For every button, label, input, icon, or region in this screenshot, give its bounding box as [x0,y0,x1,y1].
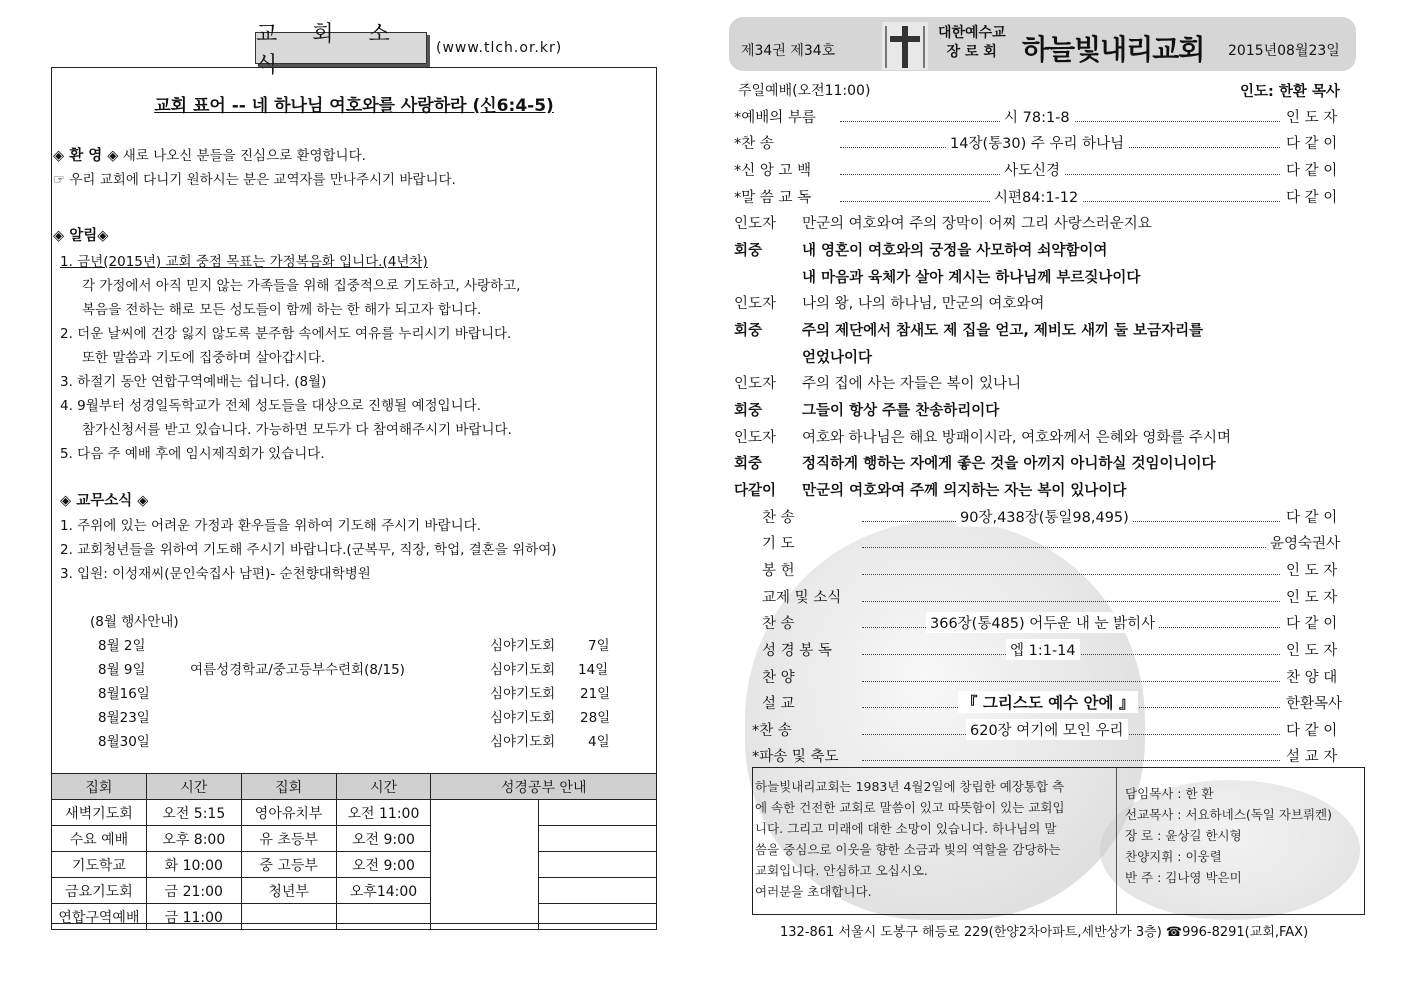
order-who: 한환목사 [1286,696,1343,712]
office-item: 3. 입원: 이성재씨(문인숙집사 남편)- 순천향대학병원 [60,566,371,582]
table-cell: 오전 5:15 [146,800,241,826]
staff-item: 담임목사 : 한 환 [1125,786,1214,801]
church-intro: 하늘빛내리교회는 1983년 4월2일에 창립한 예장통합 측 에 속한 건전한 교회로 말씀이 있고 따뜻함이 있는 교회입 니다. 그리고 미래에 대한 소망이 있습니다. 하나님의 말 씀을 중심으로 이웃을 향한 소금과 빛의 역할을 감당하는 교회입니다. 안심하고 오십시오. 여러분을 초대합니다. [755,779,1065,899]
bible-study-cell [539,878,657,904]
schedule-table [51,773,657,930]
event-prayer: 심야기도회 [490,734,556,750]
reading-role: 인도자 [734,376,777,392]
order-content: 14장(통30) 주 우리 하나님 [946,132,1128,153]
order-content: 사도신경 [1000,159,1064,180]
order-who: 다 같 이 [1286,163,1338,179]
reading-role: 회중 [734,456,763,472]
table-cell: 새벽기도회 [52,800,147,826]
table-row [52,800,657,826]
table-cell [336,904,431,930]
table-cell: 금요기도회 [52,878,147,904]
notice-item: 5. 다음 주 예배 후에 임시제직회가 있습니다. [60,446,325,462]
table-cell: 오전 9:00 [336,826,431,852]
bible-study-cell [539,800,657,826]
table-cell: 화 10:00 [146,852,241,878]
staff-item: 찬양지휘 : 이웅렬 [1125,849,1222,864]
events-heading: (8월 행사안내) [90,614,179,630]
event-prayer: 심야기도회 [490,686,556,702]
staff-item: 장 로 : 윤상길 한시형 [1125,828,1242,843]
denomination: 대한예수교 장 로 회 [938,25,1006,60]
notice-heading: ◈ 알림◈ [53,228,109,244]
order-item: 기 도 [762,536,795,552]
reading-text: 정직하게 행하는 자에게 좋은 것을 아끼지 아니하실 것임이니이다 [802,456,1216,472]
order-item: *파송 및 축도 [752,749,839,765]
column-header: 시간 [336,774,431,800]
order-content: 620장 여기에 모인 우리 [966,719,1128,740]
order-item: 찬 양 [762,670,795,686]
event-prayer: 심야기도회 [490,638,556,654]
reading-text: 만군의 여호와여 주께 의지하는 자는 복이 있나이다 [802,483,1127,499]
reading-text: 여호와 하나님은 해요 방패이시라, 여호와께서 은혜와 영화를 주시며 [802,430,1232,446]
table-cell: 기도학교 [52,852,147,878]
reading-role: 인도자 [734,296,777,312]
reading-text: 얻었나이다 [802,350,873,366]
reading-role: 다같이 [734,483,777,499]
table-row [52,904,657,930]
column-header: 집회 [241,774,336,800]
order-who: 찬 양 대 [1286,670,1338,686]
office-item: 2. 교회청년들을 위하여 기도해 주시기 바랍니다.(군복무, 직장, 학업, 결혼을 위하여) [60,542,557,558]
volume-number: 제34권 제34호 [741,43,836,59]
reading-role: 인도자 [734,430,777,446]
church-motto: 교회 표어 -- 네 하나님 여호와를 사랑하라 (신6:4-5) [154,96,554,116]
order-who: 윤영숙권사 [1270,536,1341,552]
table-row [52,852,657,878]
reading-text: 주의 제단에서 참새도 제 집을 얻고, 제비도 새끼 둘 보금자리를 [802,323,1204,339]
table-cell: 오후 8:00 [146,826,241,852]
order-content: 90장,438장(통일98,495) [956,506,1133,527]
order-who: 다 같 이 [1286,136,1338,152]
welcome-heading: ◈ 환 영 ◈ [53,148,119,164]
event-number: 4일 [588,734,610,750]
welcome-note: ☞ 우리 교회에 다니기 원하시는 분은 교역자를 만나주시기 바랍니다. [53,172,456,188]
event-prayer: 심야기도회 [490,662,556,678]
event-name: 여름성경학교/중고등부수련회(8/15) [190,662,405,678]
bible-study-cell [431,800,539,930]
order-content: 366장(통485) 어두운 내 눈 밝히사 [926,612,1159,633]
order-item: 봉 헌 [762,563,795,579]
table-cell: 청년부 [241,878,336,904]
table-cell: 오후14:00 [336,878,431,904]
reading-role: 회중 [734,323,763,339]
event-date: 8월16일 [98,686,150,702]
table-cell: 금 11:00 [146,904,241,930]
table-cell: 오전 9:00 [336,852,431,878]
order-item: *찬 송 [752,723,792,739]
event-number: 21일 [580,686,611,702]
reading-role: 회중 [734,243,763,259]
event-number: 7일 [588,638,610,654]
staff-list [1125,783,1332,888]
notice-item: 또한 말씀과 기도에 집중하며 살아갑시다. [82,350,326,366]
welcome-section [53,144,366,165]
order-item: 성 경 봉 독 [762,643,832,659]
event-date: 8월 2일 [98,638,146,654]
column-header: 시간 [146,774,241,800]
table-cell [241,904,336,930]
column-header: 집회 [52,774,147,800]
event-date: 8월30일 [98,734,150,750]
office-item: 1. 주위에 있는 어려운 가정과 환우들을 위하여 기도해 주시기 바랍니다. [60,518,481,534]
info-divider [1116,768,1117,914]
event-prayer: 심야기도회 [490,710,556,726]
table-header-row [52,774,657,800]
order-content: 시 78:1-8 [1000,106,1074,127]
website-url[interactable]: (www.tlch.or.kr) [436,40,563,56]
order-who: 인 도 자 [1286,110,1338,126]
office-heading: ◈ 교무소식 ◈ [60,493,149,509]
notice-item: 복음을 전하는 해로 모든 성도들이 함께 하는 한 해가 되고자 합니다. [82,302,482,318]
reading-text: 그들이 항상 주를 찬송하리이다 [802,403,1000,419]
order-content: 시편84:1-12 [990,186,1082,207]
page-title-church-news: 교 회 소 식 [255,32,427,64]
order-item: 교제 및 소식 [762,590,842,606]
reading-text: 주의 집에 사는 자들은 복이 있나니 [802,376,1022,392]
table-cell: 중 고등부 [241,852,336,878]
notice-item: 4. 9월부터 성경일독학교가 전체 성도들을 대상으로 진행될 예정입니다. [60,398,481,414]
staff-item: 반 주 : 김나영 박은미 [1125,870,1242,885]
order-who: 다 같 이 [1286,190,1338,206]
event-date: 8월 9일 [98,662,146,678]
notice-item: 2. 더운 날씨에 건강 잃지 않도록 분주함 속에서도 여유를 누리시기 바랍니다. [60,326,512,342]
table-row [52,826,657,852]
staff-item: 선교목사 : 서요하네스(독일 자브뤼켄) [1125,807,1333,822]
cross-logo-icon [882,22,928,70]
bible-study-cell [539,852,657,878]
table-cell: 유 초등부 [241,826,336,852]
bulletin-date: 2015년08월23일 [1228,43,1340,59]
bible-study-cell [539,904,657,930]
reading-text: 만군의 여호와여 주의 장막이 어찌 그리 사랑스러운지요 [802,216,1152,232]
column-header: 성경공부 안내 [431,774,657,800]
notice-item: 1. 금년(2015년) 교회 중점 목표는 가정복음화 입니다.(4년차) [60,254,428,270]
event-date: 8월23일 [98,710,150,726]
order-who: 인 도 자 [1286,590,1338,606]
order-item: *찬 송 [734,136,774,152]
order-who: 인 도 자 [1286,563,1338,579]
event-number: 14일 [578,662,609,678]
notice-item: 각 가정에서 아직 믿지 않는 가족들을 위해 집중적으로 기도하고, 사랑하고, [82,278,521,294]
order-item: *예배의 부름 [734,110,816,126]
order-who: 다 같 이 [1286,616,1338,632]
reading-text: 내 영혼이 여호와의 궁정을 사모하여 쇠약함이여 [802,243,1108,259]
sermon-title: 『 그리스도 예수 안에 』 [958,691,1138,713]
event-number: 28일 [580,710,611,726]
reading-role: 인도자 [734,216,777,232]
church-address: 132-861 서울시 도봉구 해등로 229(한양2차아파트,세반상가 3층) ☎996-8291(교회,FAX) [780,925,1309,940]
order-item: 찬 송 [762,616,795,632]
service-leader: 인도: 한환 목사 [1240,84,1340,100]
table-cell: 연합구역예배 [52,904,147,930]
order-who: 다 같 이 [1286,723,1338,739]
welcome-text: 새로 나오신 분들을 진심으로 환영합니다. [122,148,366,164]
table-cell: 영아유치부 [241,800,336,826]
bible-study-cell [539,826,657,852]
reading-role: 회중 [734,403,763,419]
church-name: 하늘빛내리교회 [1022,33,1205,66]
order-item: 설 교 [762,696,795,712]
order-item: *신 앙 고 백 [734,163,812,179]
table-cell: 금 21:00 [146,878,241,904]
table-cell: 수요 예배 [52,826,147,852]
order-item: *말 씀 교 독 [734,190,812,206]
table-cell: 오전 11:00 [336,800,431,826]
reading-text: 내 마음과 육체가 살아 계시는 하나님께 부르짖나이다 [802,270,1141,286]
order-who: 다 같 이 [1286,510,1338,526]
table-row [52,878,657,904]
order-who: 설 교 자 [1286,749,1338,765]
order-who: 인 도 자 [1286,643,1338,659]
service-name: 주일예배(오전11:00) [738,83,871,99]
order-item: 찬 송 [762,510,795,526]
notice-item: 참가신청서를 받고 있습니다. 가능하면 모두가 다 참여해주시기 바랍니다. [82,422,512,438]
reading-text: 나의 왕, 나의 하나님, 만군의 여호와여 [802,296,1045,312]
order-content: 엡 1:1-14 [1006,639,1080,660]
notice-item: 3. 하절기 동안 연합구역예배는 쉽니다. (8월) [60,374,327,390]
